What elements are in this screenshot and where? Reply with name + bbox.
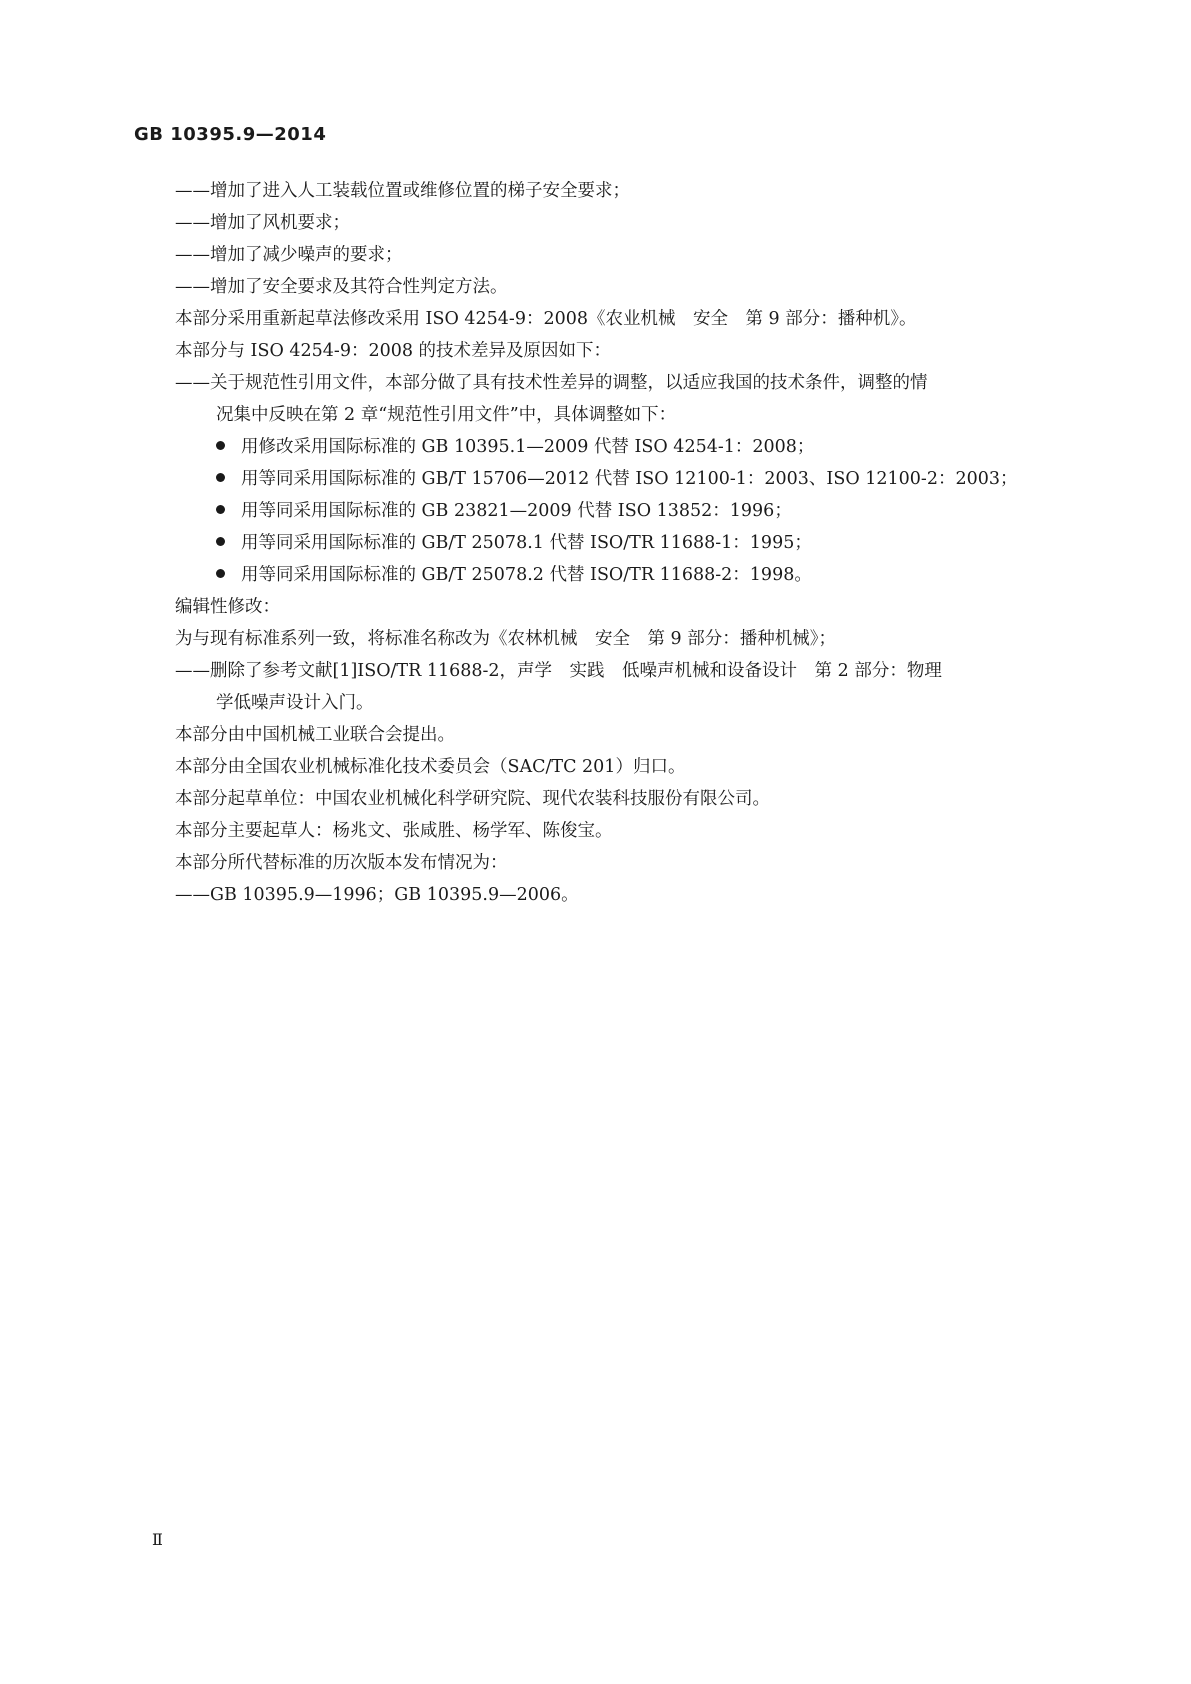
adoption-statement: 本部分采用重新起草法修改采用 ISO 4254-9：2008《农业机械 安全 第 9 部分：播种机》。 bbox=[175, 309, 917, 329]
committee-statement: 本部分由全国农业机械标准化技术委员会（SAC/TC 201）归口。 bbox=[175, 757, 686, 777]
normative-refs-item: ——关于规范性引用文件，本部分做了具有技术性差异的调整，以适应我国的技术条件，调整的情 bbox=[175, 373, 928, 393]
previous-editions-list: ——GB 10395.9—1996；GB 10395.9—2006。 bbox=[175, 885, 579, 905]
bullet-item bbox=[216, 500, 792, 522]
technical-differences-heading: 本部分与 ISO 4254-9：2008 的技术差异及原因如下： bbox=[175, 341, 612, 361]
normative-refs-continuation: 况集中反映在第 2 章“规范性引用文件”中，具体调整如下： bbox=[216, 405, 677, 425]
change-item-safety: ——增加了安全要求及其符合性判定方法。 bbox=[175, 277, 508, 297]
bullet-dot-icon bbox=[216, 569, 225, 578]
bullet-text: 用等同采用国际标准的 GB/T 15706—2012 代替 ISO 12100-1：2003、ISO 12100-2：2003； bbox=[241, 469, 1018, 489]
bullet-item bbox=[216, 532, 812, 554]
editorial-changes-heading: 编辑性修改： bbox=[175, 597, 280, 617]
standard-number: GB 10395.9—2014 bbox=[134, 124, 327, 145]
bullet-dot-icon bbox=[216, 505, 225, 514]
bullet-dot-icon bbox=[216, 473, 225, 482]
change-item-noise: ——增加了减少噪声的要求； bbox=[175, 245, 403, 265]
change-item-ladder: ——增加了进入人工装载位置或维修位置的梯子安全要求； bbox=[175, 181, 630, 201]
proposer-statement: 本部分由中国机械工业联合会提出。 bbox=[175, 725, 455, 745]
change-item-fan: ——增加了风机要求； bbox=[175, 213, 350, 233]
bullet-text: 用修改采用国际标准的 GB 10395.1—2009 代替 ISO 4254-1：2008； bbox=[241, 437, 815, 457]
bullet-item bbox=[216, 468, 1018, 490]
bullet-text: 用等同采用国际标准的 GB 23821—2009 代替 ISO 13852：1996； bbox=[241, 501, 792, 521]
title-change-item: 为与现有标准系列一致，将标准名称改为《农林机械 安全 第 9 部分：播种机械》； bbox=[175, 629, 837, 649]
bibliography-removal-continuation: 学低噪声设计入门。 bbox=[216, 693, 374, 713]
bullet-dot-icon bbox=[216, 441, 225, 450]
previous-editions-heading: 本部分所代替标准的历次版本发布情况为： bbox=[175, 853, 508, 873]
drafters-statement: 本部分主要起草人：杨兆文、张咸胜、杨学军、陈俊宝。 bbox=[175, 821, 613, 841]
bullet-text: 用等同采用国际标准的 GB/T 25078.1 代替 ISO/TR 11688-1：1995； bbox=[241, 533, 812, 553]
drafting-units-statement: 本部分起草单位：中国农业机械化科学研究院、现代农装科技服份有限公司。 bbox=[175, 789, 770, 809]
bullet-dot-icon bbox=[216, 537, 225, 546]
page-number: Ⅱ bbox=[152, 1530, 163, 1549]
bullet-text: 用等同采用国际标准的 GB/T 25078.2 代替 ISO/TR 11688-2：1998。 bbox=[241, 565, 812, 585]
bullet-item bbox=[216, 564, 812, 586]
bullet-item bbox=[216, 436, 814, 458]
bibliography-removal-item: ——删除了参考文献[1]ISO/TR 11688-2，声学 实践 低噪声机械和设备设计 第 2 部分：物理 bbox=[175, 661, 942, 681]
